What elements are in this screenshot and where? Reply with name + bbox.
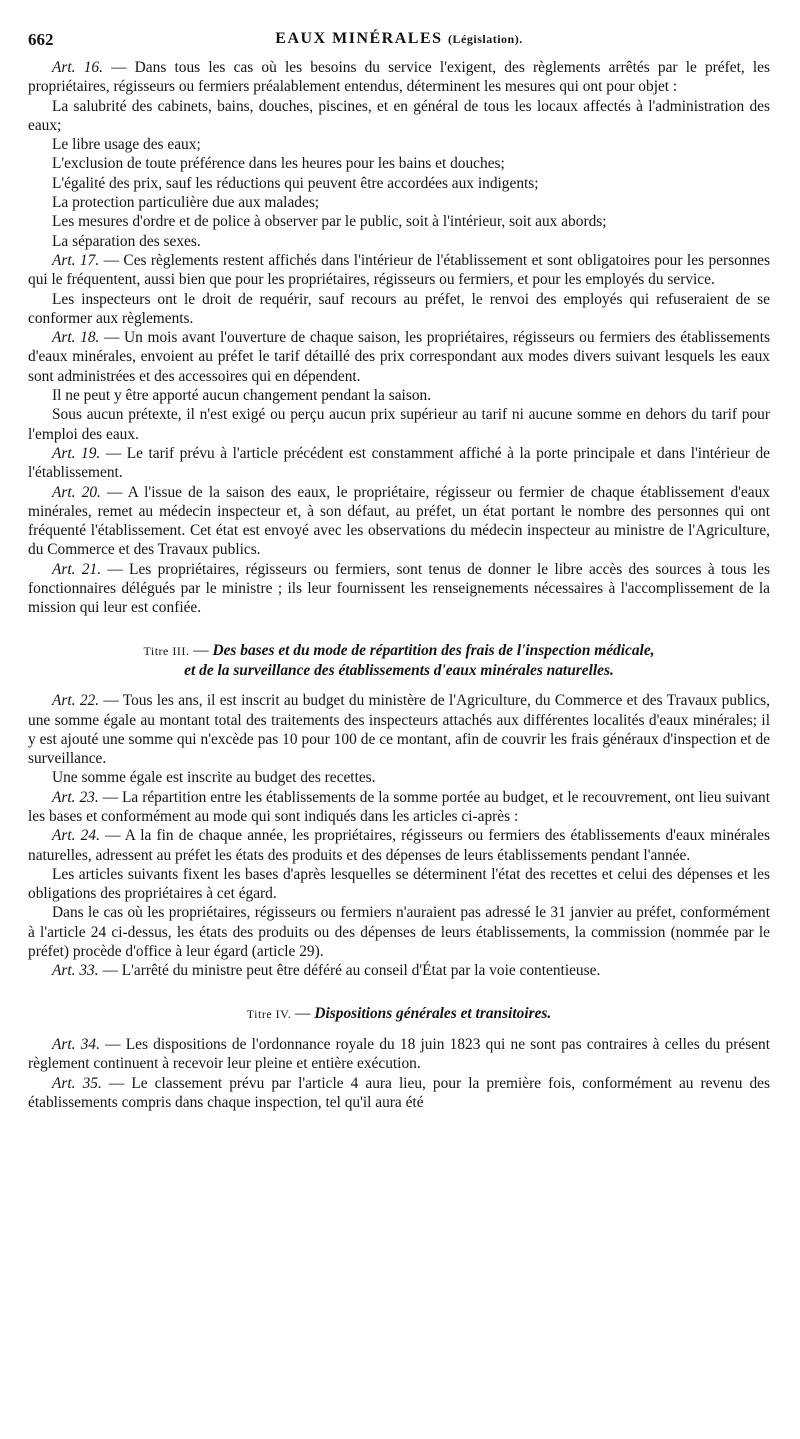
article-number: Art. 16. — [52, 59, 103, 76]
paragraph-text: La séparation des sexes. — [52, 232, 201, 250]
paragraph — [28, 691, 770, 768]
titre-iii-line1: Des bases et du mode de répartition des frais de l'inspection médicale, — [212, 641, 655, 659]
paragraph-text: — Les propriétaires, régisseurs ou fermiers, sont tenus de donner le libre accès des sources à tous les fonctionnaires délégués par le ministre ; ils leur fournissent les renseignements nécessaires à l'accomplissement de la mission qui leur est confiée. — [28, 560, 770, 617]
article-number: Art. 34. — [52, 1035, 100, 1053]
paragraph-text: — La répartition entre les établissements de la somme portée au budget, et le recouvrement, ont lieu suivant les bases et conformément au mode qui sont indiqués dans les articles ci-après : — [28, 788, 770, 825]
paragraph — [28, 560, 770, 618]
article-number: Art. 35. — [52, 1074, 102, 1092]
paragraph — [28, 768, 770, 787]
paragraph-text: La protection particulière due aux malades; — [52, 194, 320, 212]
paragraph-text: — Tous les ans, il est inscrit au budget du ministère de l'Agriculture, du Commerce et des Travaux publics, une somme égale au montant total des traitements des inspecteurs attachés aux différentes localités d'eaux minérales; il y est ajouté une somme qui n'excède pas 10 pour 100 de ce montant, afin de couvrir les frais généraux d'inspection et de surveillance. — [28, 692, 770, 768]
paragraph — [28, 251, 770, 290]
paragraph — [28, 290, 770, 329]
titre-iv-label: Titre IV. — [246, 1006, 292, 1021]
paragraph-text: — Le tarif prévu à l'article précédent est constamment affiché à la porte principale et dans l'intérieur de l'établissement. — [28, 444, 770, 482]
article-number: Art. 24. — [52, 827, 100, 845]
paragraph-text: Les articles suivants fixent les bases d'après lesquelles se déterminent l'état des recettes et celui des dépenses et les obligations des propriétaires à cet égard. — [28, 865, 770, 903]
paragraph — [28, 193, 770, 212]
paragraph — [28, 386, 770, 405]
paragraph — [28, 1035, 770, 1074]
document-page — [28, 30, 770, 1112]
paragraph — [28, 58, 770, 97]
running-title — [28, 30, 770, 48]
paragraph-text: — Un mois avant l'ouverture de chaque saison, les propriétaires, régisseurs ou fermiers des établissements d'eaux minérales, envoient au préfet le tarif détaillé des prix correspondant aux modes divers suivant lesquels les eaux sont administrées et des accessoires qui en dépendent. — [28, 329, 770, 385]
titre-iii-line2: et de la surveillance des établissements d'eaux minérales naturelles. — [184, 661, 614, 679]
paragraph-text: — Les dispositions de l'ordonnance royale du 18 juin 1823 qui ne sont pas contraires à celles du présent règlement continuent à recevoir leur pleine et entière exécution. — [28, 1035, 770, 1073]
paragraph — [28, 483, 770, 560]
paragraph — [28, 212, 770, 231]
article-number: Art. 33. — [52, 962, 99, 980]
paragraph-text: Une somme égale est inscrite au budget des recettes. — [52, 769, 376, 787]
paragraph-text: — Ces règlements restent affichés dans l'intérieur de l'établissement et sont obligatoires pour les personnes qui le fréquentent, aussi bien que pour les propriétaires, régisseurs ou fermiers, et pour les employés du service. — [28, 251, 770, 289]
page-header — [28, 30, 770, 52]
paragraph — [28, 903, 770, 961]
articles-34-35 — [28, 1035, 770, 1112]
paragraph — [28, 961, 770, 980]
paragraph — [28, 328, 770, 386]
article-number: Art. 23. — [52, 788, 99, 806]
paragraph-text: La salubrité des cabinets, bains, douches, piscines, et en général de tous les locaux affectés à l'administration des eaux; — [28, 97, 770, 134]
paragraph-text: L'égalité des prix, sauf les réductions qui peuvent être accordées aux indigents; — [52, 174, 539, 192]
paragraph — [28, 788, 770, 827]
paragraph-text: — A la fin de chaque année, les propriétaires, régisseurs ou fermiers des établissements d'eaux minérales naturelles, adressent au préfet les états des produits et des dépenses de leurs établissements pendant l'année. — [28, 827, 770, 864]
titre-iv-line1: Dispositions générales et transitoires. — [314, 1004, 552, 1022]
paragraph-text: — A l'issue de la saison des eaux, le propriétaire, régisseur ou fermier de chaque établissement d'eaux minérales, remet au médecin inspecteur et, à son défaut, au préfet, un état portant le nombre des personnes qui ont fréquenté l'établissement. Cet état est envoyé avec les observations du médecin inspecteur au ministre de l'Agriculture, du Commerce et des Travaux publics. — [28, 483, 770, 559]
paragraph — [28, 444, 770, 483]
running-title-sub: (Législation). — [448, 32, 523, 46]
paragraph-text: Sous aucun prétexte, il n'est exigé ou perçu aucun prix supérieur au tarif ni aucune somme en dehors du tarif pour l'emploi des eaux. — [28, 406, 770, 443]
article-number: Art. 20. — [52, 483, 101, 501]
titre-iii-heading: Titre III. — Des bases et du mode de répartition des frais de l'inspection médicale, et de la surveillance des établissements d'eaux minérales naturelles. — [143, 641, 655, 679]
articles-16-21 — [28, 58, 770, 618]
titre-iii-label: Titre III. — [143, 643, 190, 658]
paragraph-text: L'exclusion de toute préférence dans les heures pour les bains et douches; — [52, 155, 505, 173]
paragraph — [28, 865, 770, 904]
titre-iv-heading: Titre IV. — Dispositions générales et transitoires. — [246, 1004, 552, 1022]
paragraph-text: Il ne peut y être apporté aucun changement pendant la saison. — [52, 387, 432, 405]
paragraph — [28, 174, 770, 193]
article-number: Art. 21. — [52, 560, 102, 578]
paragraph — [28, 232, 770, 251]
paragraph-text: Le libre usage des eaux; — [52, 136, 201, 154]
paragraph — [28, 154, 770, 173]
articles-22-33 — [28, 691, 770, 980]
paragraph-text: — Dans tous les cas où les besoins du service l'exigent, des règlements arrêtés par le préfet, les propriétaires, régisseurs ou fermiers préalablement entendus, déterminent les mesures qui ont pour objet : — [28, 59, 770, 96]
paragraph — [28, 1074, 770, 1113]
paragraph-text: Les inspecteurs ont le droit de requérir, sauf recours au préfet, le renvoi des employés qui refuseraient de se conformer aux règlements. — [28, 290, 770, 327]
paragraph — [28, 135, 770, 154]
paragraph-text: — L'arrêté du ministre peut être déféré au conseil d'État par la voie contentieuse. — [98, 962, 601, 980]
article-number: Art. 22. — [52, 692, 100, 710]
paragraph-text: — Le classement prévu par l'article 4 aura lieu, pour la première fois, conformément au revenu des établissements compris dans chaque inspection, tel qu'il aura été — [28, 1074, 770, 1111]
page-number: 662 — [28, 30, 54, 49]
paragraph — [28, 826, 770, 865]
paragraph — [28, 405, 770, 444]
article-number: Art. 17. — [52, 251, 100, 269]
paragraph-text: Dans le cas où les propriétaires, régisseurs ou fermiers n'auraient pas adressé le 31 janvier au préfet, conformément à l'article 24 ci-dessus, les états des produits ou des dépenses de leurs établissements, la commission (nommée par le préfet) procède d'office à leur égard (article 29). — [28, 904, 770, 961]
running-title-main: EAUX MINÉRALES — [275, 30, 443, 47]
article-number: Art. 19. — [52, 444, 101, 462]
article-number: Art. 18. — [52, 329, 100, 347]
paragraph — [28, 97, 770, 136]
paragraph-text: Les mesures d'ordre et de police à observer par le public, soit à l'intérieur, soit aux abords; — [52, 213, 607, 231]
